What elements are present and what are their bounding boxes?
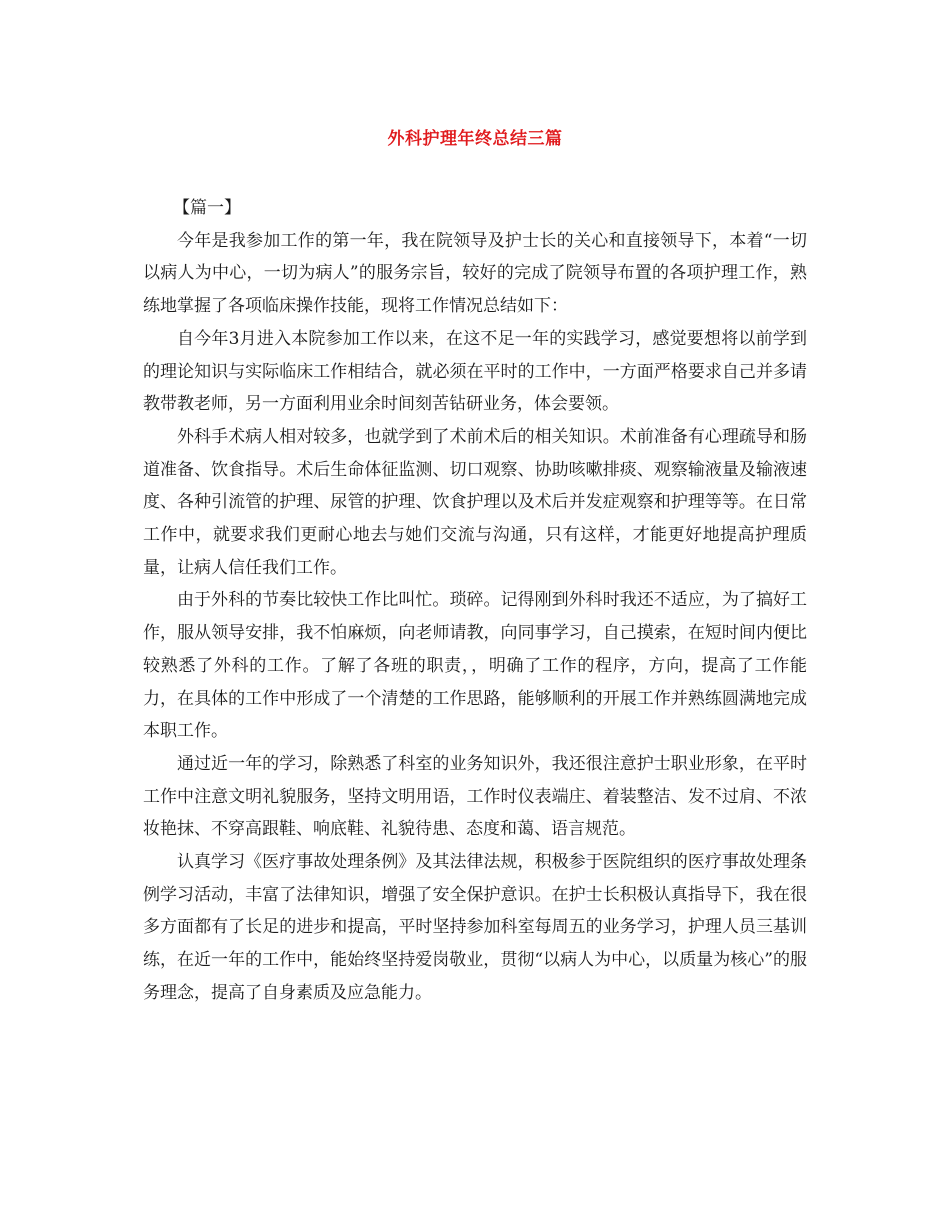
document-body [143, 192, 807, 1010]
paragraph-legal-study: 认真学习《医疗事故处理条例》及其法律法规，积极参于医院组织的医疗事故处理条例学习活动，丰富了法律知识，增强了安全保护意识。在护士长积极认真指导下，我在很多方面都有了长足的进步和提高，平时坚持参加科室每周五的业务学习，护理人员三基训练，在近一年的工作中，能始终坚持爱岗敬业，贯彻“以病人为中心，以质量为核心”的服务理念，提高了自身素质及应急能力。 [143, 852, 807, 1003]
paragraph-work-pace: 由于外科的节奏比较快工作比叫忙。琐碎。记得刚到外科时我还不适应，为了搞好工作，服从领导安排，我不怕麻烦，向老师请教，向同事学习，自己摸索，在短时间内便比较熟悉了外科的工作。了解了各班的职责，，明确了工作的程序，方向，提高了工作能力，在具体的工作中形成了一个清楚的工作思路，能够顺利的开展工作并熟练圆满地完成本职工作。 [143, 590, 807, 742]
paragraph-surgery-care: 外科手术病人相对较多，也就学到了术前术后的相关知识。术前准备有心理疏导和肠道准备、饮食指导。术后生命体征监测、切口观察、协助咳嗽排痰、观察输液量及输液速度、各种引流管的护理、尿管的护理、饮食护理以及术后并发症观察和护理等等。在日常工作中，就要求我们更耐心地去与她们交流与沟通，只有这样，才能更好地提高护理质量，让病人信任我们工作。 [143, 426, 807, 578]
document-title: 外科护理年终总结三篇 [387, 129, 563, 149]
section-heading: 【篇一】 [173, 198, 241, 218]
paragraph-intro: 今年是我参加工作的第一年，我在院领导及护士长的关心和直接领导下，本着“一切以病人为中心，一切为病人”的服务宗旨，较好的完成了院领导布置的各项护理工作，熟练地掌握了各项临床操作技能，现将工作情况总结如下： [143, 230, 807, 317]
paragraph-professional-image: 通过近一年的学习，除熟悉了科室的业务知识外，我还很注意护士职业形象，在平时工作中注意文明礼貌服务，坚持文明用语，工作时仪表端庄、着装整洁、发不过肩、不浓妆艳抹、不穿高跟鞋、响底鞋、礼貌待患、态度和蔼、语言规范。 [143, 753, 807, 840]
paragraph-study: 自今年3月进入本院参加工作以来，在这不足一年的实践学习，感觉要想将以前学到的理论知识与实际临床工作相结合，就必须在平时的工作中，一方面严格要求自己并多请教带教老师，另一方面利用业余时间刻苦钻研业务，体会要领。 [143, 328, 807, 415]
